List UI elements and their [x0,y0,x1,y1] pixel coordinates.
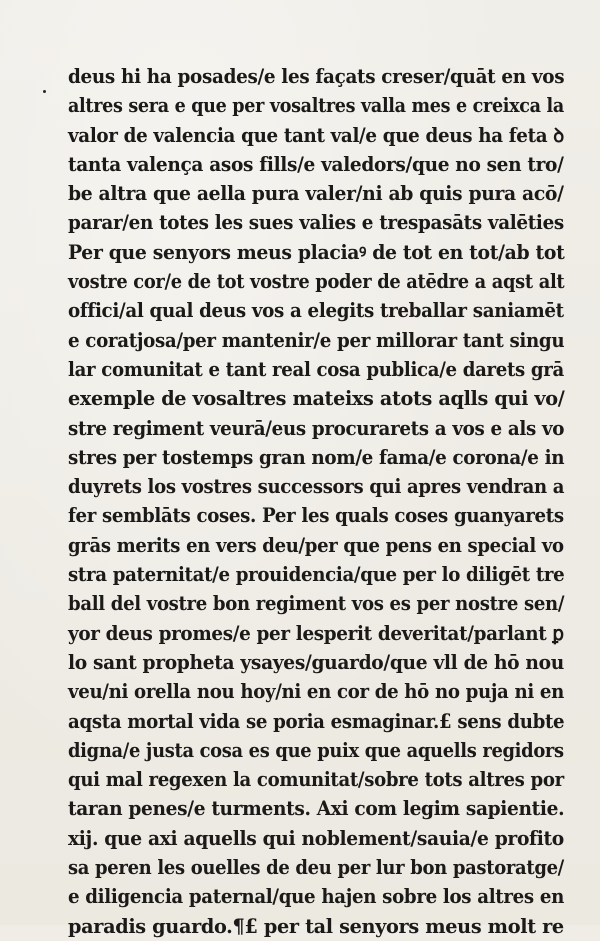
text-line: qui mal regexen la comunitat/sobre tots altres por [68,768,564,792]
text-line: aqsta mortal vida se poria esmaginar.£ sens dubte [68,709,565,733]
text-line: altres sera e que per vosaltres valla mes e creixca la [68,94,564,118]
text-line: lar comunitat e tant real cosa publica/e darets grā [68,357,564,381]
text-line: grās merits en vers deu/per que pens en special vo [68,533,564,557]
text-line: tanta valença asos fills/e valedors/que no sen tro/ [68,152,564,176]
text-line: paradis guardo.¶£ per tal senyors meus molt re [68,914,564,938]
text-line: valor de valencia que tant val/e que deus ha feta ꝺ [68,123,564,147]
text-line: xij. que axi aquells qui noblement/sauia/e profito [68,826,564,850]
text-line: veu/ni orella nou hoy/ni en cor de hō no puja ni en [68,680,565,704]
text-line: ball del vostre bon regiment vos es per nostre sen/ [68,592,565,616]
text-line: Per que senyors meus placiaꝰ de tot en tot/ab tot [68,240,565,264]
text-line: digna/e justa cosa es que puix que aquells regidors [68,738,564,762]
margin-mark [43,90,46,93]
text-line: stra paternitat/e prouidencia/que per lo diligēt tre [68,563,565,587]
text-line: vostre cor/e de tot vostre poder de atēdre a aqst alt [68,270,565,294]
text-line: parar/en totes les sues valies e trespasāts valēties [68,211,564,235]
text-line: stres per tostemps gran nom/e fama/e corona/e in [68,445,565,469]
text-block [68,62,568,941]
text-line: taran penes/e turments. Axi com legim sapientie. [68,797,565,821]
text-line: deus hi ha posades/e les façats creser/quāt en vos [68,65,565,88]
text-line: offici/al qual deus vos a elegits treballar saniamēt [68,299,564,323]
text-line: fer semblāts coses. Per les quals coses guanyarets [68,504,564,528]
text-line: exemple de vosaltres mateixs atots aqlls qui vo/ [68,387,565,411]
text-line: sa peren les ouelles de deu per lur bon pastoratge/ [68,856,564,880]
text-line: be altra que aella pura valer/ni ab quis pura acō/ [68,182,564,206]
text-line: duyrets los vostres successors qui apres vendran a [68,475,565,499]
text-line: yor deus promes/e per lesperit deveritat/parlant ꝑ [68,621,564,645]
text-line: stre regiment veurā/eus procurarets a vos e als vo [68,416,565,440]
text-line: e diligencia paternal/que hajen sobre los altres en [68,885,565,909]
text-line: e coratjosa/per mantenir/e per millorar tant singu [68,328,565,352]
text-line: lo sant propheta ysayes/guardo/que vll de hō nou [68,650,564,674]
